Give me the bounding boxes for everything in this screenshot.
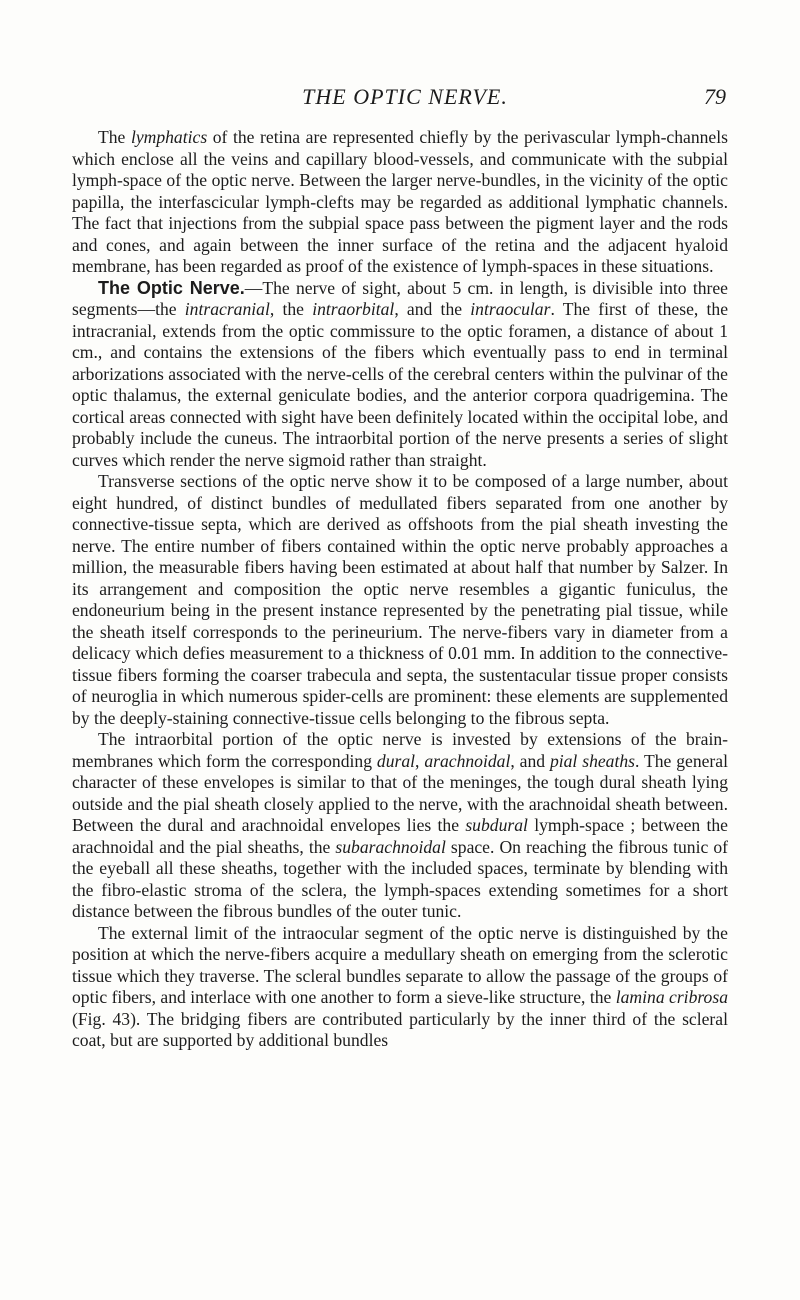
paragraph-intraocular-segment [72,923,728,1052]
italic-term: dural [376,750,416,771]
italic-term: pial sheaths [549,750,635,771]
text-run: . The general character of these envelopes is similar to that of the meninges, the tough dural sheath lying outside and the pial sheath closely applied to the nerve, with the arachnoidal sheath between. Between the dural and arachnoidal envelopes lies the [72,750,728,835]
text-run: space. On reaching the fibrous tunic of the eyeball all these sheaths, together with the included spaces, terminate by blending with the fibro-elastic stroma of the sclera, the lymph-spaces extending sometimes for a short distance between the fibrous bundles of the outer tunic. [72,836,729,921]
text-run: , [415,750,425,771]
paragraph-sheaths [72,729,728,923]
text-run: —The nerve of sight, about 5 cm. in length, is divisible into three segments—the [72,277,728,319]
running-title: THE OPTIC NERVE. [302,84,508,109]
italic-term: intraorbital [312,299,395,319]
italic-term: subarachnoidal [335,836,446,857]
italic-term: lymphatics [130,127,208,147]
text-run: lymph-space ; between the arachnoidal and the pial sheaths, the [72,815,728,857]
text-run: The intraorbital portion of the optic nerve is invested by extensions of the brain-membranes which form the corresponding [72,729,728,771]
text-run: (Fig. 43). The bridging fibers are contributed particularly by the inner third of the scleral coat, but are supported by additional bundles [72,1008,728,1050]
text-run: , the [269,299,313,319]
body-text [72,127,728,1052]
italic-term: intracranial [184,299,270,319]
paragraph-lymphatics [72,127,728,278]
text-run: of the retina are represented chiefly by the perivascular lymph-channels which enclose all the veins and capillary blood-vessels, and communicate with the subpial lymph-space of the optic nerve. Between the larger nerve-bundles, in the vicinity of the optic papilla, the interfascicular lymph-clefts may be regarded as additional lymphatic channels. The fact that injections from the subpial space pass between the pigment layer and the rods and cones, and again between the inner surface of the retina and the adjacent hyaloid membrane, has been regarded as proof of the existence of lymph-spaces in these situations. [72,127,728,276]
text-run: The [98,127,131,147]
text-run: , and the [394,299,471,319]
section-heading: The Optic Nerve. [98,277,245,298]
text-run: , and [510,750,550,771]
paragraph-transverse-sections [72,471,728,729]
italic-term: lamina cribrosa [615,987,728,1007]
italic-term: arachnoidal [424,750,511,771]
text-run: Transverse sections of the optic nerve show it to be composed of a large number, about eight hundred, of distinct bundles of medullated fibers separated from one another by connective-tissue septa, which are derived as offshoots from the pial sheath investing the nerve. The entire number of fibers contained within the optic nerve probably approaches a million, the measurable fibers having been estimated at about half that number by Salzer. In its arrangement and composition the optic nerve resembles a gigantic funiculus, the endoneurium being in the present instance represented by the penetrating pial tissue, while the sheath itself corresponds to the perineurium. The nerve-fibers vary in diameter from a delicacy which defies measurement to a thickness of 0.01 mm. In addition to the connective-tissue fibers forming the coarser trabecula and septa, the sustentacular tissue proper consists of neuroglia in which numerous spider-cells are prominent: these elements are supplemented by the deeply-staining connective-tissue cells belonging to the fibrous septa. [72,471,728,728]
page-number: 79 [704,84,726,109]
text-run: The external limit of the intraocular segment of the optic nerve is distinguished by the position at which the nerve-fibers acquire a medullary sheath on emerging from the sclerotic tissue which they traverse. The scleral bundles separate to allow the passage of the groups of optic fibers, and interlace with one another to form a sieve-like structure, the [72,922,728,1007]
text-run: . The first of these, the intracranial, extends from the optic commissure to the optic foramen, a distance of about 1 cm., and contains the extensions of the fibers which eventually pass to end in terminal arborizations associated with the nerve-cells of the cerebral centers within the pulvinar of the optic thalamus, the external geniculate bodies, and the anterior corpora quadrigemina. The cortical areas connected with sight have been definitely located within the occipital lobe, and probably include the cuneus. The intraorbital portion of the nerve presents a series of slight curves which render the nerve sigmoid rather than straight. [72,299,729,470]
italic-term: intraocular [470,299,551,319]
paragraph-optic-nerve [72,278,728,472]
italic-term: subdural [465,815,528,835]
